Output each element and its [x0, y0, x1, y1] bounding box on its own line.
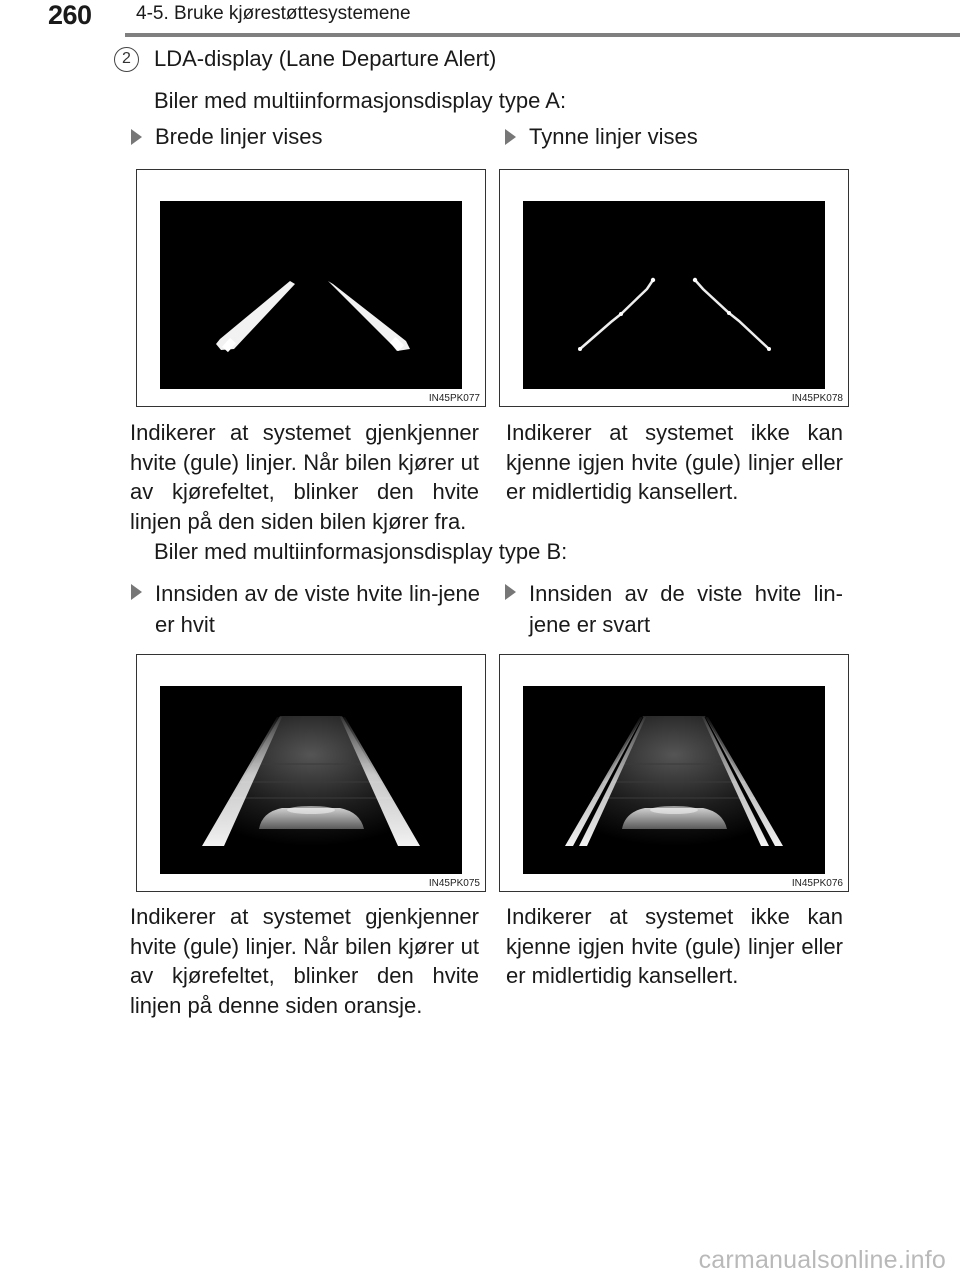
figure-code: IN45PK077	[428, 393, 480, 404]
description-thin-lines: Indikerer at systemet ikke kan kjenne igjen hvite (gule) linjer eller er midlertidig kansellert.	[506, 420, 843, 504]
item-number-badge: 2	[114, 47, 139, 72]
page-number: 260	[48, 0, 92, 30]
lda-display-screen	[523, 201, 825, 389]
type-b-heading: Biler med multiinformasjonsdisplay type B:	[154, 539, 568, 564]
figure-code: IN45PK076	[791, 878, 843, 889]
type-a-heading: Biler med multiinformasjonsdisplay type A:	[154, 88, 567, 113]
lda-display-screen	[160, 201, 462, 389]
caption-inside-black: Innsiden av de viste hvite lin-jene er svart	[505, 578, 843, 640]
description-inside-black: Indikerer at systemet ikke kan kjenne igjen hvite (gule) linjer eller er midlertidig kansellert.	[506, 904, 843, 988]
caption-inside-white: Innsiden av de viste hvite lin-jene er hvit	[131, 578, 480, 640]
lda-display-screen	[160, 686, 462, 874]
figure-inside-black	[499, 654, 849, 892]
figure-code: IN45PK078	[791, 393, 843, 404]
road-lanes-black-graphic	[523, 686, 825, 874]
triangle-bullet-icon	[505, 129, 516, 145]
lda-display-screen	[523, 686, 825, 874]
thin-lane-lines-graphic	[523, 201, 825, 389]
section-title: LDA-display (Lane Departure Alert)	[154, 46, 497, 71]
watermark-text: carmanualsonline.info	[698, 1246, 946, 1274]
caption-thin-lines: Tynne linjer vises	[505, 123, 845, 151]
chapter-title: 4-5. Bruke kjørestøttesystemene	[136, 3, 411, 24]
header-divider	[125, 33, 960, 37]
figure-wide-lines	[136, 169, 486, 407]
caption-wide-lines: Brede linjer vises	[131, 123, 481, 151]
description-inside-white: Indikerer at systemet gjenkjenner hvite (gule) linjer. Når bilen kjører ut av kjørefeltet, blinker den hvite linjen på denne siden oransje.	[130, 904, 479, 1018]
triangle-bullet-icon	[131, 129, 142, 145]
figure-thin-lines	[499, 169, 849, 407]
triangle-bullet-icon	[505, 584, 516, 600]
road-lanes-white-graphic	[160, 686, 462, 874]
description-wide-lines: Indikerer at systemet gjenkjenner hvite (gule) linjer. Når bilen kjører ut av kjørefeltet, blinker den hvite linjen på den siden bilen kjører fra.	[130, 420, 479, 534]
figure-inside-white	[136, 654, 486, 892]
triangle-bullet-icon	[131, 584, 142, 600]
wide-lane-lines-graphic	[160, 201, 462, 389]
figure-code: IN45PK075	[428, 878, 480, 889]
